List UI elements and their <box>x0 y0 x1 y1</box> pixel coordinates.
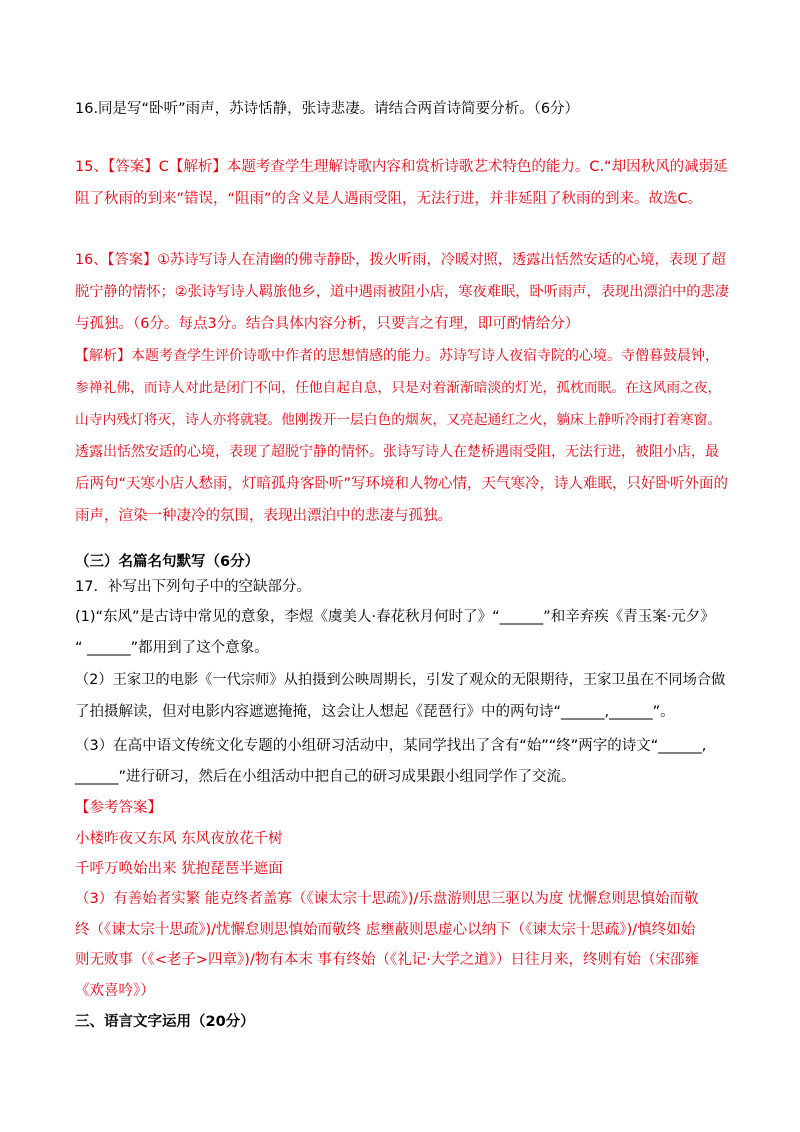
answer-16-line-1: 16、【答案】①苏诗写诗人在清幽的佛寺静卧，拨火听雨，冷暖对照，透露出恬然安适的心境，表现了超 <box>75 252 726 268</box>
answer-16-line-3: 与孤独。（6分。每点3分。结合具体内容分析，只要言之有理，即可酌情给分） <box>75 316 580 332</box>
analysis-16-line-4: 透露出恬然安适的心境，表现了超脱宁静的情怀。张诗写诗人在楚桥遇雨受阻，无法行进，被阻小店，最 <box>75 444 719 460</box>
q17-part1-line-1: (1)“东风”是古诗中常见的意象，李煜《虞美人·春花秋月何时了》“______”和辛弃疾《青玉案·元夕》 <box>75 609 715 625</box>
reference-answer-line-3: （3）有善始者实繁 能克终者盖寡（《谏太宗十思疏》)/乐盘游则思三驱以为度 忧懈怠则思慎始而敬 <box>75 891 699 907</box>
section-heading-dictation: （三）名篇名句默写（6分） <box>75 554 260 570</box>
reference-answer-line-1: 小楼昨夜又东风 东风夜放花千树 <box>75 831 283 847</box>
q17-part1-line-2: “ ______”都用到了这个意象。 <box>75 640 269 656</box>
reference-answer-heading: 【参考答案】 <box>75 800 162 816</box>
analysis-16-line-3: 山寺内残灯将灭，诗人亦将就寝。他刚拨开一层白色的烟灰，又亮起通红之火，躺床上静听冷雨打着寒窗。 <box>75 412 722 428</box>
q17-part3-line-1: （3）在高中语文传统文化专题的小组研习活动中，某同学找出了含有“始”“终”两字的诗文“______, <box>75 738 707 754</box>
analysis-16-line-2: 参禅礼佛，而诗人对此是闭门不问，任他自起自息，只是对着渐渐暗淡的灯光，孤枕而眠。在这风雨之夜， <box>75 380 722 396</box>
q17-part3-line-2: ______”进行研习，然后在小组活动中把自己的研习成果跟小组同学作了交流。 <box>75 769 576 785</box>
analysis-16-line-6: 雨声，渲染一种凄冷的氛围，表现出漂泊中的悲凄与孤独。 <box>75 508 452 524</box>
analysis-16-line-1: 【解析】本题考查学生评价诗歌中作者的思想情感的能力。苏诗写诗人夜宿寺院的心境。寺僧暮鼓晨钟， <box>75 348 719 364</box>
reference-answer-line-6: 《欢喜吟》） <box>75 983 155 999</box>
reference-answer-line-5: 则无败事（《<老子>四章》)/物有本末 事有终始（《礼记·大学之道》）日往月来，终则有始（宋邵雍 <box>75 952 700 968</box>
question-16: 16.同是写“卧听”雨声，苏诗恬静，张诗悲凄。请结合两首诗简要分析。（6分） <box>75 101 580 117</box>
answer-15-line-1: 15、【答案】C【解析】本题考查学生理解诗歌内容和赏析诗歌艺术特色的能力。C.“却因秋风的减弱延 <box>75 159 728 175</box>
q17-part2-line-1: （2）王家卫的电影《一代宗师》从拍摄到公映周期长，引发了观众的无限期待，王家卫虽在不同场合做 <box>75 672 726 688</box>
analysis-16-line-5: 后两句“天寒小店人愁雨，灯暗孤舟客卧听”写环境和人物心情，天气寒冷，诗人难眠，只好卧听外面的 <box>75 476 729 492</box>
answer-16-line-2: 脱宁静的情怀；②张诗写诗人羁旅他乡，道中遇雨被阻小店，寒夜难眠，卧听雨声，表现出漂泊中的悲凄 <box>75 284 730 300</box>
q17-part2-line-2: 了拍摄解读，但对电影内容遮遮掩掩，这会让人想起《琵琶行》中的两句诗“______,______”。 <box>75 704 675 720</box>
reference-answer-line-2: 千呼万唤始出来 犹抱琵琶半遮面 <box>75 861 283 877</box>
question-17: 17．补写出下列句子中的空缺部分。 <box>75 579 311 595</box>
section-heading-language-use: 三、语言文字运用（20分） <box>75 1014 255 1030</box>
reference-answer-line-4: 终（《谏太宗十思疏》)/忧懈怠则思慎始而敬终 虑壅蔽则思虚心以纳下（《谏太宗十思疏》)/慎终如始 <box>75 922 696 938</box>
answer-15-line-2: 阻了秋雨的到来”错误，“阻雨”的含义是人遇雨受阻，无法行进，并非延阻了秋雨的到来。故选C。 <box>75 191 703 207</box>
